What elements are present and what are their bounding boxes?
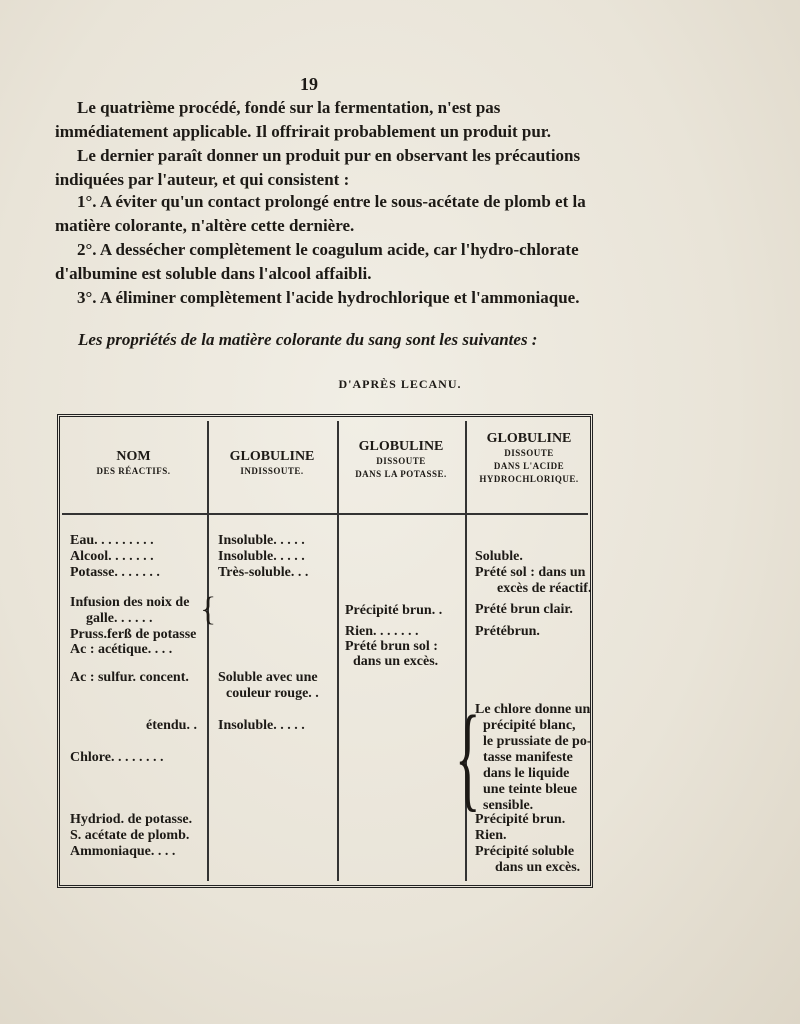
table-caption: Les propriétés de la matière colorante du sang sont les suivantes : <box>78 330 538 349</box>
reagent-name: Pruss.ferß de potasse <box>70 627 197 642</box>
hydrochlorique-cell: Précipité soluble <box>475 844 575 859</box>
header-main: GLOBULINE <box>486 431 572 446</box>
header-sub: HYDROCHLORIQUE. <box>479 474 579 484</box>
header-divider <box>62 513 588 515</box>
hydrochlorique-cell: Précipité brun. <box>475 812 566 827</box>
potasse-cell: Rien. . . . . . . <box>345 624 419 639</box>
header-main: GLOBULINE <box>358 439 444 454</box>
column-divider <box>207 421 209 881</box>
reagent-name: Hydriod. de potasse. <box>70 812 193 827</box>
indissoute-cell: Soluble avec une <box>218 670 318 685</box>
reagent-name: galle. . . . . . <box>86 611 153 626</box>
header-indissoute <box>207 449 337 478</box>
reagent-table <box>57 414 593 888</box>
header-sub: DANS LA POTASSE. <box>355 469 447 479</box>
reagent-name: étendu. . <box>146 718 197 733</box>
hydrochlorique-cell: Soluble. <box>475 549 523 564</box>
hydrochlorique-cell: tasse manifeste <box>483 750 573 765</box>
potasse-cell: Prété brun sol : <box>345 639 438 654</box>
reagent-name: Alcool. . . . . . . <box>70 549 154 564</box>
header-sub: DISSOUTE <box>504 448 554 458</box>
header-hydrochlorique <box>465 431 593 486</box>
precaution-item: 2°. A dessécher complètement le coagulum acide, car l'hydro-chlorate d'albumine est soluble dans l'alcool affaibli. <box>55 240 579 283</box>
reagent-name: Potasse. . . . . . . <box>70 565 160 580</box>
reagent-name: Eau. . . . . . . . . <box>70 533 154 548</box>
reagent-name: Ac : acétique. . . . <box>70 642 173 657</box>
paragraph-fermentation: Le quatrième procédé, fondé sur la fermentation, n'est pas immédiatement applicable. Il offrirait probablement un produit pur. <box>55 98 552 141</box>
indissoute-cell: Insoluble. . . . . <box>218 718 305 733</box>
hydrochlorique-cell: Le chlore donne un <box>475 702 591 717</box>
hydrochlorique-cell: une teinte bleue <box>483 782 578 797</box>
header-potasse <box>337 439 465 481</box>
brace-icon: { <box>200 591 217 628</box>
hydrochlorique-cell: dans le liquide <box>483 766 570 781</box>
hydrochlorique-cell: sensible. <box>483 798 534 813</box>
hydrochlorique-cell: Prété sol : dans un <box>475 565 586 580</box>
reagent-name: Chlore. . . . . . . . <box>70 750 164 765</box>
precaution-list <box>55 190 600 310</box>
hydrochlorique-cell: Prétébrun. <box>475 624 540 639</box>
reagent-name: Ac : sulfur. concent. <box>70 670 189 685</box>
indissoute-cell: Insoluble. . . . . <box>218 533 305 548</box>
precaution-item: 1°. A éviter qu'un contact prolongé entre le sous-acétate de plomb et la matière colorante, n'altère cette dernière. <box>55 192 586 235</box>
reagent-name: Infusion des noix de <box>70 595 190 610</box>
brace-icon: { <box>455 691 481 822</box>
indissoute-cell: Très-soluble. . . <box>218 565 309 580</box>
reagent-name: Ammoniaque. . . . <box>70 844 176 859</box>
hydrochlorique-cell: Rien. <box>475 828 507 843</box>
page-number: 19 <box>300 74 318 94</box>
header-main: NOM <box>116 449 151 464</box>
potasse-cell: Précipité brun. . <box>345 603 443 618</box>
hydrochlorique-cell: excès de réactif. <box>497 581 592 596</box>
potasse-cell: dans un excès. <box>353 654 439 669</box>
hydrochlorique-cell: le prussiate de po- <box>483 734 592 749</box>
header-sub: DANS L'ACIDE <box>493 461 565 471</box>
paragraph-precautions: Le dernier paraît donner un produit pur en observant les précautions indiquées par l'auteur, et qui consistent : <box>55 146 581 189</box>
reagent-name: S. acétate de plomb. <box>70 828 190 843</box>
header-main: GLOBULINE <box>229 449 315 464</box>
hydrochlorique-cell: Prété brun clair. <box>475 602 573 617</box>
header-sub: INDISSOUTE. <box>240 466 304 476</box>
hydrochlorique-cell: dans un excès. <box>495 860 581 875</box>
precaution-item: 3°. A éliminer complètement l'acide hydrochlorique et l'ammoniaque. <box>77 288 580 307</box>
header-nom <box>60 449 207 478</box>
table-title: D'APRÈS LECANU. <box>338 377 462 391</box>
indissoute-cell: Insoluble. . . . . <box>218 549 305 564</box>
indissoute-cell: couleur rouge. . <box>226 686 319 701</box>
header-sub: DISSOUTE <box>376 456 426 466</box>
column-divider <box>337 421 339 881</box>
hydrochlorique-cell: précipité blanc, <box>483 718 576 733</box>
header-sub: DES RÉACTIFS. <box>96 466 171 476</box>
